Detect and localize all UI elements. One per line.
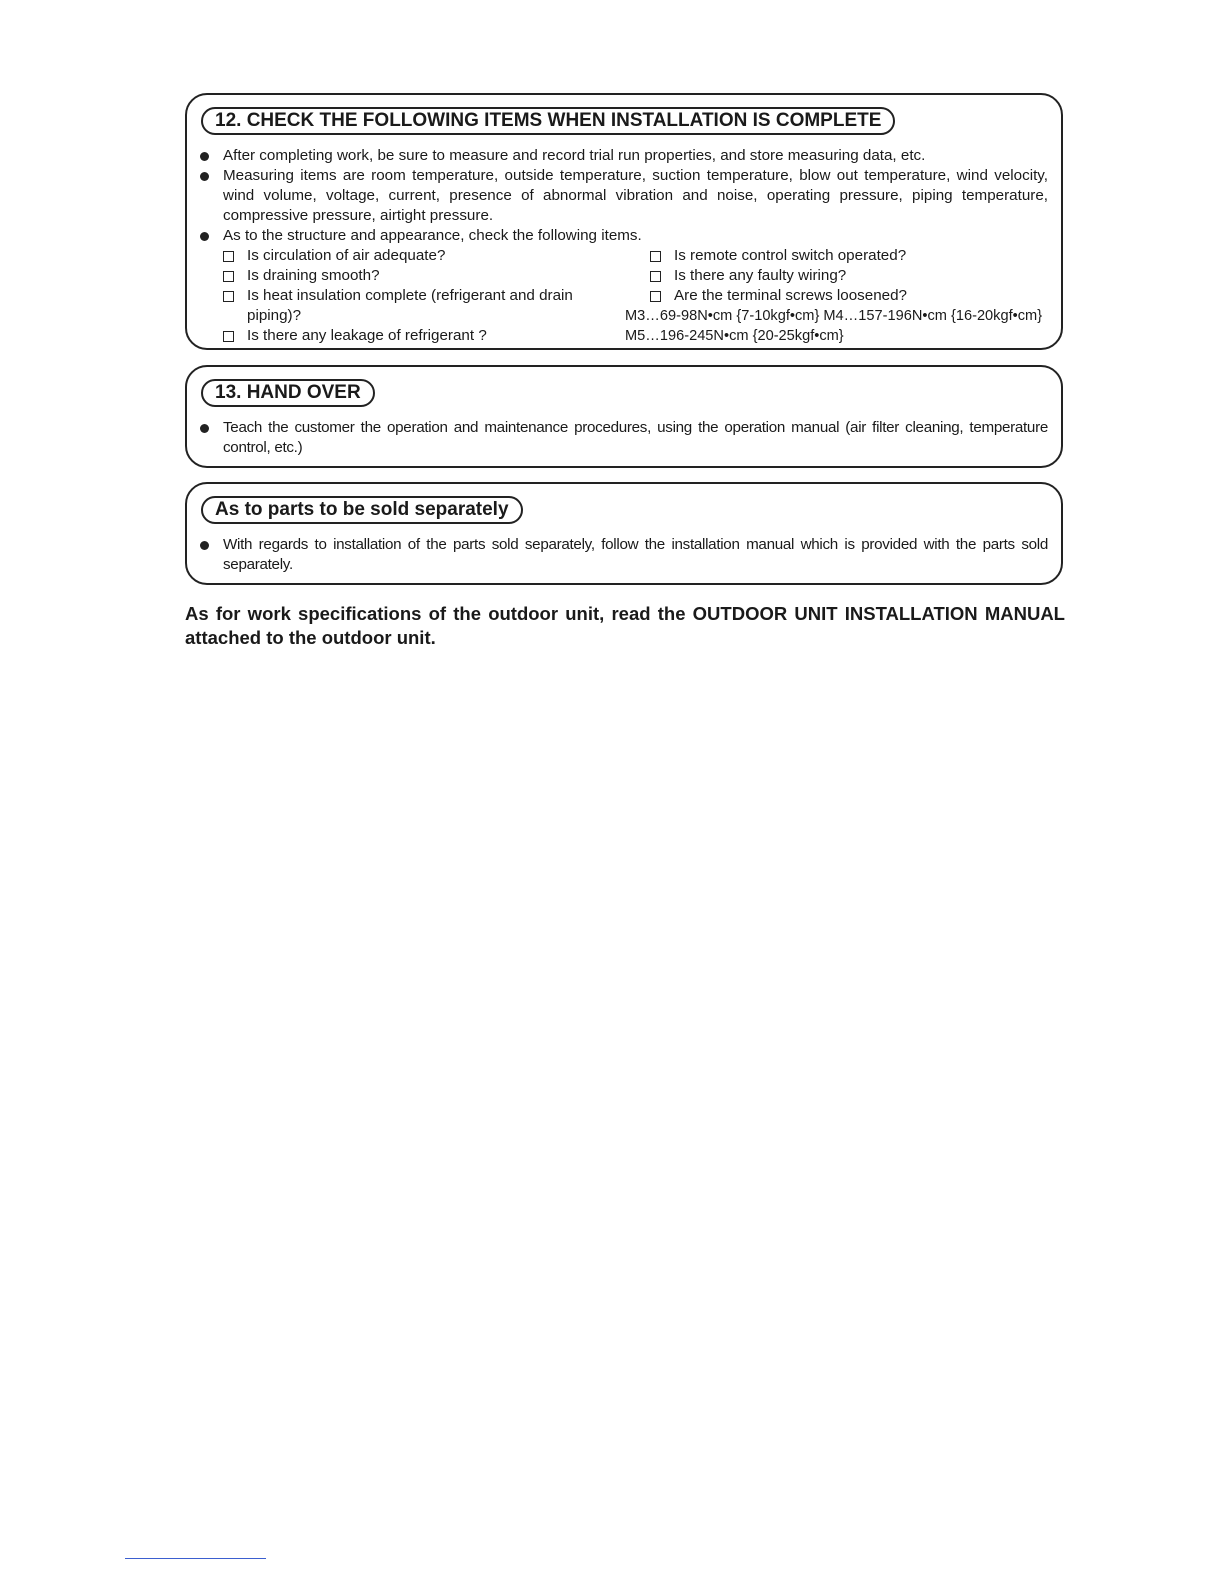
bullet-text: Measuring items are room temperature, outside temperature, suction temperature, blow out temperature, wind velocity, wind volume, voltage, current, presence of abnormal vibration and noise, operating pressure, piping temperature, compressive pressure, airtight pressure. bbox=[223, 167, 1048, 224]
bullet-icon bbox=[200, 232, 209, 241]
bullet-icon bbox=[200, 172, 209, 181]
bullet-text: With regards to installation of the parts sold separately, follow the installation manual which is provided with the parts sold separately. bbox=[223, 536, 1048, 573]
checklist-label: Is there any faulty wiring? bbox=[674, 267, 847, 284]
bullet-icon bbox=[200, 424, 209, 433]
section-hand-over bbox=[185, 365, 1063, 468]
bullet-text: Teach the customer the operation and maintenance procedures, using the operation manual (air filter cleaning, temperature control, etc.) bbox=[223, 419, 1048, 456]
section-12-title: 12. CHECK THE FOLLOWING ITEMS WHEN INSTALLATION IS COMPLETE bbox=[201, 107, 895, 135]
checkbox-icon[interactable] bbox=[650, 251, 661, 262]
checklist-label-continuation: piping)? bbox=[247, 307, 302, 324]
section-parts-sold-separately bbox=[185, 482, 1063, 585]
section-parts-title: As to parts to be sold separately bbox=[201, 496, 523, 524]
bullet-text: After completing work, be sure to measure and record trial run properties, and store measuring data, etc. bbox=[223, 147, 926, 164]
outdoor-unit-note: As for work specifications of the outdoor unit, read the OUTDOOR UNIT INSTALLATION MANUAL attached to the outdoor unit. bbox=[185, 603, 1065, 648]
checkbox-icon[interactable] bbox=[223, 291, 234, 302]
checkbox-icon[interactable] bbox=[650, 291, 661, 302]
bullet-icon bbox=[200, 152, 209, 161]
bullet-text: As to the structure and appearance, check the following items. bbox=[223, 227, 642, 244]
checklist-label: Is remote control switch operated? bbox=[674, 247, 907, 264]
checklist-label: Is draining smooth? bbox=[247, 267, 380, 284]
checklist-label: Is heat insulation complete (refrigerant and drain bbox=[247, 287, 573, 304]
checklist-label: Are the terminal screws loosened? bbox=[674, 287, 907, 304]
checklist-label: Is circulation of air adequate? bbox=[247, 247, 446, 264]
checkbox-icon[interactable] bbox=[223, 271, 234, 282]
section-13-title: 13. HAND OVER bbox=[201, 379, 375, 407]
torque-spec-line: M3…69-98N•cm {7-10kgf•cm} M4…157-196N•cm {16-20kgf•cm} bbox=[625, 308, 1043, 324]
checkbox-icon[interactable] bbox=[650, 271, 661, 282]
checkbox-icon[interactable] bbox=[223, 251, 234, 262]
bullet-icon bbox=[200, 541, 209, 550]
section-check-items bbox=[185, 93, 1063, 350]
footer-rule bbox=[125, 1558, 266, 1559]
checklist-label: Is there any leakage of refrigerant ? bbox=[247, 327, 487, 344]
checkbox-icon[interactable] bbox=[223, 331, 234, 342]
torque-spec-line: M5…196-245N•cm {20-25kgf•cm} bbox=[625, 328, 844, 344]
